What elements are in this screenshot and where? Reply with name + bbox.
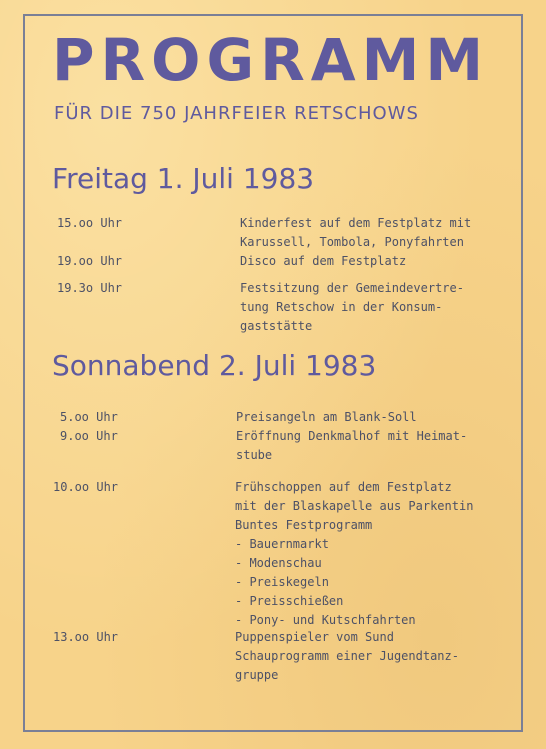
entry-time: 19.3o Uhr: [57, 281, 123, 295]
entry-description: [236, 427, 467, 465]
entry-line: - Preiskegeln: [235, 575, 329, 589]
entry-time: 5.oo Uhr: [60, 410, 118, 424]
entry-line: Festsitzung der Gemeindevertre-: [240, 281, 464, 295]
day-heading-friday: Freitag 1. Juli 1983: [52, 162, 315, 195]
entry-description: [240, 252, 406, 271]
entry-line: Schauprogramm einer Jugendtanz-: [235, 649, 459, 663]
entry-line: Eröffnung Denkmalhof mit Heimat-: [236, 429, 468, 443]
entry-time: 9.oo Uhr: [60, 429, 118, 443]
entry-line: gaststätte: [240, 319, 313, 333]
entry-line: Puppenspieler vom Sund: [235, 630, 394, 644]
entry-line: - Pony- und Kutschfahrten: [235, 613, 416, 627]
entry-line: - Modenschau: [235, 556, 322, 570]
entry-time: 15.oo Uhr: [57, 216, 123, 230]
day-heading-saturday: Sonnabend 2. Juli 1983: [52, 349, 377, 382]
entry-line: Preisangeln am Blank-Soll: [236, 410, 417, 424]
entry-line: - Preisschießen: [235, 594, 344, 608]
entry-line: gruppe: [235, 668, 279, 682]
entry-time: 19.oo Uhr: [57, 254, 123, 268]
entry-line: Frühschoppen auf dem Festplatz: [235, 480, 452, 494]
entry-description: [235, 628, 459, 685]
entry-time: 10.oo Uhr: [53, 480, 119, 494]
entry-line: Disco auf dem Festplatz: [240, 254, 407, 268]
entry-line: stube: [236, 448, 273, 462]
program-title: PROGRAMM: [52, 26, 490, 94]
entry-description: [235, 478, 473, 630]
entry-line: - Bauernmarkt: [235, 537, 329, 551]
entry-description: [236, 408, 417, 427]
entry-description: [240, 279, 464, 336]
entry-description: [240, 214, 471, 252]
entry-line: Karussell, Tombola, Ponyfahrten: [240, 235, 464, 249]
entry-line: mit der Blaskapelle aus Parkentin: [235, 499, 474, 513]
entry-line: tung Retschow in der Konsum-: [240, 300, 443, 314]
entry-line: Buntes Festprogramm: [235, 518, 373, 532]
program-subtitle: FÜR DIE 750 JAHRFEIER RETSCHOWS: [54, 103, 419, 124]
entry-line: Kinderfest auf dem Festplatz mit: [240, 216, 472, 230]
entry-time: 13.oo Uhr: [53, 630, 119, 644]
